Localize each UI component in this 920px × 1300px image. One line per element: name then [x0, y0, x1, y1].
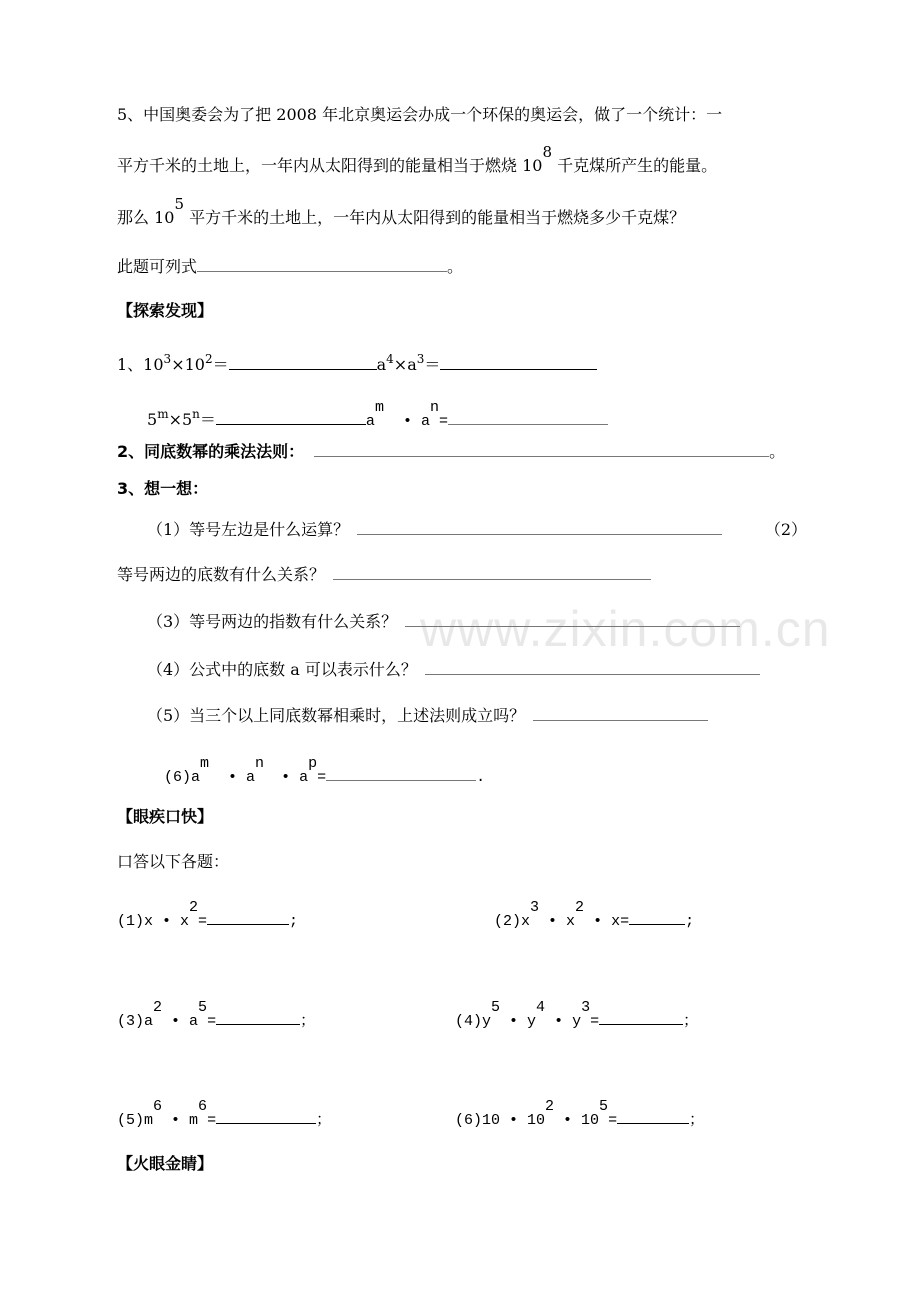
answer-blank[interactable]	[216, 410, 366, 425]
exponent: n	[255, 755, 265, 772]
answer-blank[interactable]	[599, 1010, 683, 1025]
quick-item-4	[455, 999, 699, 1032]
text: （3）等号两边的指数有什么关系？	[147, 612, 398, 631]
text: ；	[316, 1112, 332, 1129]
text: ;	[685, 913, 695, 930]
answer-blank[interactable]	[216, 1109, 316, 1124]
text: ＝	[212, 355, 229, 374]
quick-item-6	[455, 1098, 705, 1131]
text: ×a	[393, 355, 417, 374]
text: • y	[500, 1013, 537, 1030]
think-4	[147, 660, 760, 680]
explore-q2	[117, 442, 785, 462]
q5-line1	[117, 105, 722, 125]
text: ＝	[199, 410, 216, 429]
text: ；	[683, 1013, 699, 1030]
quick-item-3	[117, 999, 316, 1032]
text: （2）	[764, 520, 807, 539]
quick-item-5	[117, 1098, 332, 1131]
exponent: m	[157, 407, 169, 421]
text: 平方千米的土地上，一年内从太阳得到的能量相当于燃烧 10	[117, 156, 543, 175]
exponent: n	[429, 399, 439, 416]
answer-blank[interactable]	[314, 442, 769, 457]
text: =	[317, 769, 327, 786]
text: 千克煤所产生的能量。	[552, 156, 718, 175]
exponent: 3	[581, 999, 591, 1016]
answer-blank[interactable]	[629, 910, 685, 925]
text: =	[207, 1112, 217, 1129]
answer-blank[interactable]	[229, 355, 377, 370]
text: • a	[393, 413, 430, 430]
exponent: 5	[198, 999, 208, 1016]
exponent: m	[374, 399, 384, 416]
explore-q1-row1	[117, 352, 597, 375]
answer-blank[interactable]	[440, 355, 597, 370]
text: 5、中国奥委会为了把 2008 年北京奥运会办成一个环保的奥运会，做了一个统计：一	[117, 105, 723, 124]
quick-item-2	[494, 899, 695, 932]
text: (3)a	[117, 1013, 154, 1030]
text: =	[438, 413, 448, 430]
exponent: 5	[491, 999, 501, 1016]
exponent: p	[308, 755, 318, 772]
text: 2、同底数幂的乘法法则：	[117, 442, 305, 461]
answer-blank[interactable]	[617, 1109, 689, 1124]
exponent: 6	[198, 1098, 208, 1115]
answer-blank[interactable]	[357, 520, 722, 535]
text: 5	[147, 410, 158, 429]
text: ；	[300, 1013, 316, 1030]
text: 平方千米的土地上，一年内从太阳得到的能量相当于燃烧多少千克煤？	[184, 208, 686, 227]
quick-item-1	[117, 899, 299, 932]
exponent: 2	[153, 999, 163, 1016]
think-2	[117, 565, 651, 585]
exponent: 2	[575, 899, 585, 916]
text: • x	[539, 913, 576, 930]
exponent: 4	[536, 999, 546, 1016]
exponent: 3	[416, 352, 425, 366]
text: (5)m	[117, 1112, 154, 1129]
text: =	[207, 1013, 217, 1030]
q5-line2	[117, 143, 718, 176]
text: 那么 10	[117, 208, 175, 227]
text: • 10	[554, 1112, 600, 1129]
exponent: 2	[545, 1098, 555, 1115]
text: ;	[289, 913, 299, 930]
text: a	[376, 355, 387, 374]
text: a	[365, 413, 375, 430]
exponent: 8	[542, 143, 552, 161]
text: (4)y	[455, 1013, 492, 1030]
exponent: 3	[530, 899, 540, 916]
text: 此题可列式	[117, 257, 198, 276]
explore-q1-row2	[147, 399, 608, 432]
text: • m	[162, 1112, 199, 1129]
text: 。	[447, 257, 464, 276]
answer-blank[interactable]	[533, 706, 708, 721]
text: .	[476, 769, 486, 786]
text: • y	[545, 1013, 582, 1030]
text: 。	[769, 442, 786, 461]
text: （4）公式中的底数 a 可以表示什么？	[147, 660, 417, 679]
exponent: 5	[174, 195, 184, 213]
think-5	[147, 706, 708, 726]
exponent: m	[200, 755, 210, 772]
text: ×10	[171, 355, 205, 374]
text: ＝	[424, 355, 441, 374]
explore-q3: 3、想一想：	[117, 479, 209, 498]
text: 等号两边的底数有什么关系？	[117, 565, 326, 584]
answer-blank[interactable]	[425, 660, 760, 675]
exponent: 4	[386, 352, 394, 366]
text: =	[608, 1112, 618, 1129]
think-1	[147, 520, 807, 540]
text: ×5	[168, 410, 193, 429]
text: • a	[219, 769, 256, 786]
explore-heading: 【探索发现】	[117, 301, 214, 320]
exponent: 3	[163, 352, 172, 366]
answer-blank[interactable]	[197, 257, 447, 272]
text: （1）等号左边是什么运算？	[147, 520, 350, 539]
text: 1、10	[117, 355, 164, 374]
quick-heading: 【眼疾口快】	[117, 807, 214, 826]
exponent: n	[192, 407, 200, 421]
quick-intro: 口答以下各题：	[117, 852, 230, 871]
text: =	[590, 1013, 600, 1030]
text: =	[198, 913, 208, 930]
watermark: www.zixin.com.cn	[420, 601, 831, 657]
text: (6)10 • 10	[455, 1112, 546, 1129]
exponent: 6	[153, 1098, 163, 1115]
text: ；	[689, 1112, 705, 1129]
answer-blank[interactable]	[216, 1010, 300, 1025]
exponent: 2	[189, 899, 199, 916]
answer-blank[interactable]	[207, 910, 289, 925]
q5-line3	[117, 195, 686, 228]
think-6	[164, 755, 486, 788]
exponent: 5	[599, 1098, 609, 1115]
text: (2)x	[494, 913, 531, 930]
answer-blank[interactable]	[326, 766, 476, 781]
answer-blank[interactable]	[405, 612, 740, 627]
text: • a	[162, 1013, 199, 1030]
exponent: 2	[204, 352, 213, 366]
fire-heading: 【火眼金睛】	[117, 1154, 214, 1173]
answer-blank[interactable]	[333, 565, 651, 580]
answer-blank[interactable]	[448, 410, 608, 425]
text: (6)a	[164, 769, 201, 786]
text: • a	[272, 769, 309, 786]
text: （5）当三个以上同底数幂相乘时，上述法则成立吗？	[147, 706, 526, 725]
text: • x=	[584, 913, 630, 930]
text: (1)x • x	[117, 913, 190, 930]
q5-line4	[117, 257, 463, 277]
think-3	[147, 612, 740, 632]
